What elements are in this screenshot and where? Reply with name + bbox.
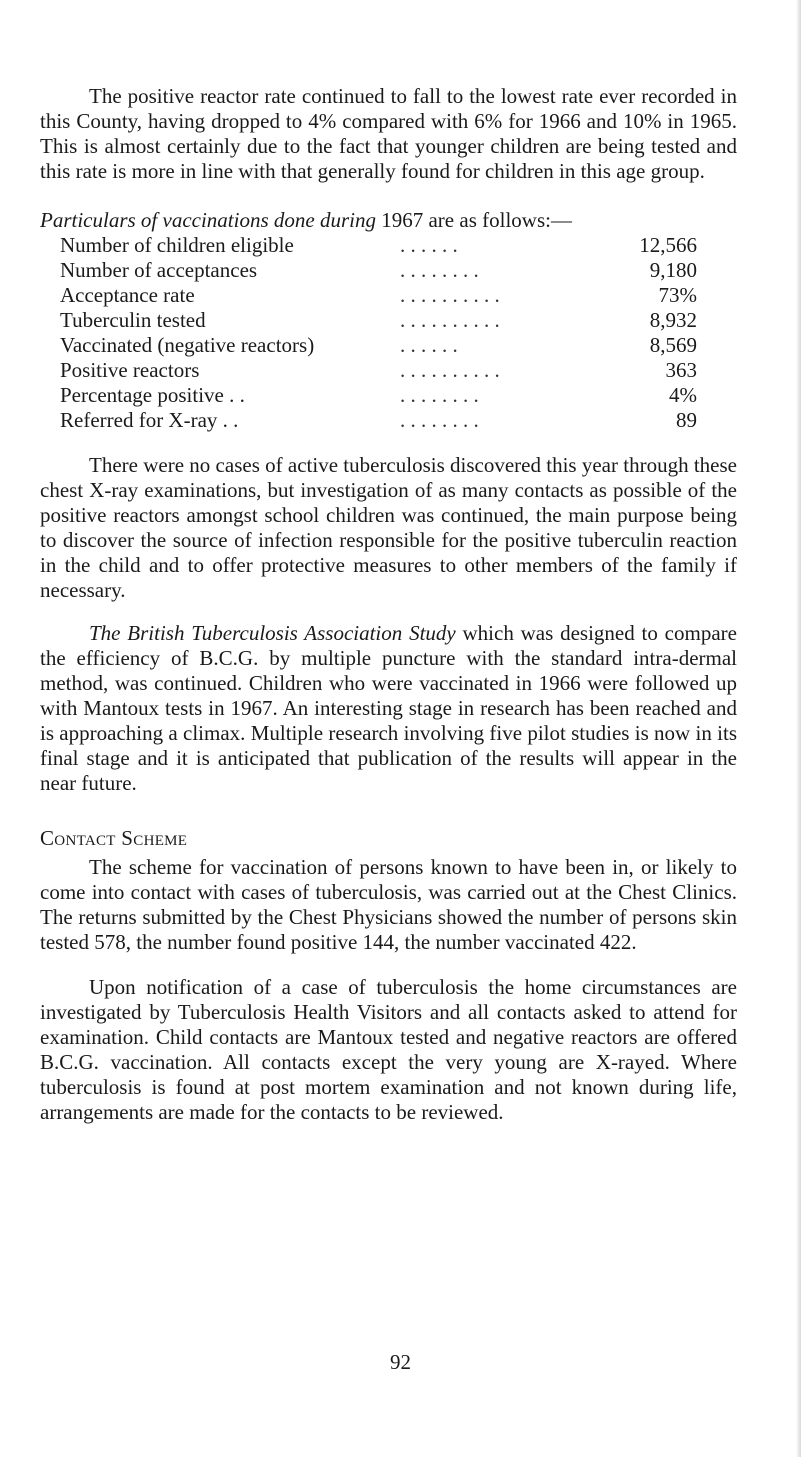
table-row [60, 233, 697, 258]
stat-label: Percentage positive . . [60, 383, 245, 407]
stat-label: Number of children eligible [60, 233, 294, 257]
stat-value: 12,566 [639, 233, 697, 257]
paragraph-positive-reactor-rate: The positive reactor rate continued to fall to the lowest rate ever recorded in this County, having dropped to 4% compared with 6% for 1966 and 10% in 1965. This is almost certainly due to the fact that younger children are being tested and this rate is more in line with that generally found for children in this age group. [40, 84, 737, 183]
stat-label: Acceptance rate [60, 283, 195, 307]
stat-value: 9,180 [649, 258, 697, 282]
particulars-rest: 1967 are as follows:— [381, 208, 572, 232]
stat-value: 363 [665, 358, 697, 382]
stat-value: 4% [669, 383, 697, 407]
page-number: 92 [390, 1350, 411, 1374]
table-row [60, 383, 697, 408]
table-row [60, 333, 697, 358]
paragraph-chest-xray: There were no cases of active tuberculosis discovered this year through these chest X-ray examinations, but investigation of as many contacts as possible of the positive reactors amongst school children was continued, the main purpose being to discover the source of infection responsible for the positive tuberculin reaction in the child and to offer protective measures to other members of the family if necessary. [40, 453, 737, 602]
stat-value: 8,932 [649, 308, 697, 332]
leader-dots: . . . . . . . . [400, 383, 479, 407]
particulars-italic: Particulars of vaccinations done during [40, 208, 376, 232]
section-heading: Contact Scheme [40, 826, 188, 850]
stat-value: 89 [676, 408, 697, 432]
stat-value: 73% [658, 283, 697, 307]
leader-dots: . . . . . . . . . . [400, 358, 500, 382]
stat-label: Referred for X-ray . . [60, 408, 239, 432]
table-row [60, 283, 697, 308]
bta-study-text: which was designed to compare the efficiency of B.C.G. by multiple puncture with the standard intra-dermal method, was continued. Children who were vaccinated in 1966 were followed up with Mantoux tests in 1967. An interesting stage in research has been reached and is approaching a climax. Multiple research involving five pilot studies is now in its final stage and it is anticipated that publication of the results will appear in the near future. [40, 621, 737, 795]
leader-dots: . . . . . . [400, 333, 458, 357]
page-edge-shadow [796, 0, 801, 1457]
vaccination-stats-table [60, 233, 697, 433]
stat-value: 8,569 [649, 333, 697, 357]
leader-dots: . . . . . . [400, 233, 458, 257]
leader-dots: . . . . . . . . . . [400, 308, 500, 332]
leader-dots: . . . . . . . . [400, 408, 479, 432]
stat-label: Positive reactors [60, 358, 200, 382]
bta-study-title: The British Tuberculosis Association Study [89, 621, 456, 645]
leader-dots: . . . . . . . . . . [400, 283, 500, 307]
stat-label: Tuberculin tested [60, 308, 206, 332]
table-row [60, 308, 697, 333]
stat-label: Vaccinated (negative reactors) [60, 333, 315, 357]
table-row [60, 358, 697, 383]
table-row [60, 408, 697, 433]
table-row [60, 258, 697, 283]
paragraph-bta-study [40, 621, 737, 796]
stat-label: Number of acceptances [60, 258, 258, 282]
leader-dots: . . . . . . . . [400, 258, 479, 282]
paragraph-notification: Upon notification of a case of tuberculosis the home circumstances are investigated by Tuberculosis Health Visitors and all contacts asked to attend for examination. Child contacts are Mantoux tested and negative reactors are offered B.C.G. vaccination. All contacts except the very young are X-rayed. Where tuberculosis is found at post mortem examination and not known during life, arrangements are made for the contacts to be reviewed. [40, 975, 737, 1124]
particulars-intro [40, 208, 737, 233]
paragraph-contact-scheme: The scheme for vaccination of persons known to have been in, or likely to come into contact with cases of tuberculosis, was carried out at the Chest Clinics. The returns submitted by the Chest Physicians showed the number of persons skin tested 578, the number found positive 144, the number vaccinated 422. [40, 855, 737, 954]
document-page [40, 84, 737, 1125]
